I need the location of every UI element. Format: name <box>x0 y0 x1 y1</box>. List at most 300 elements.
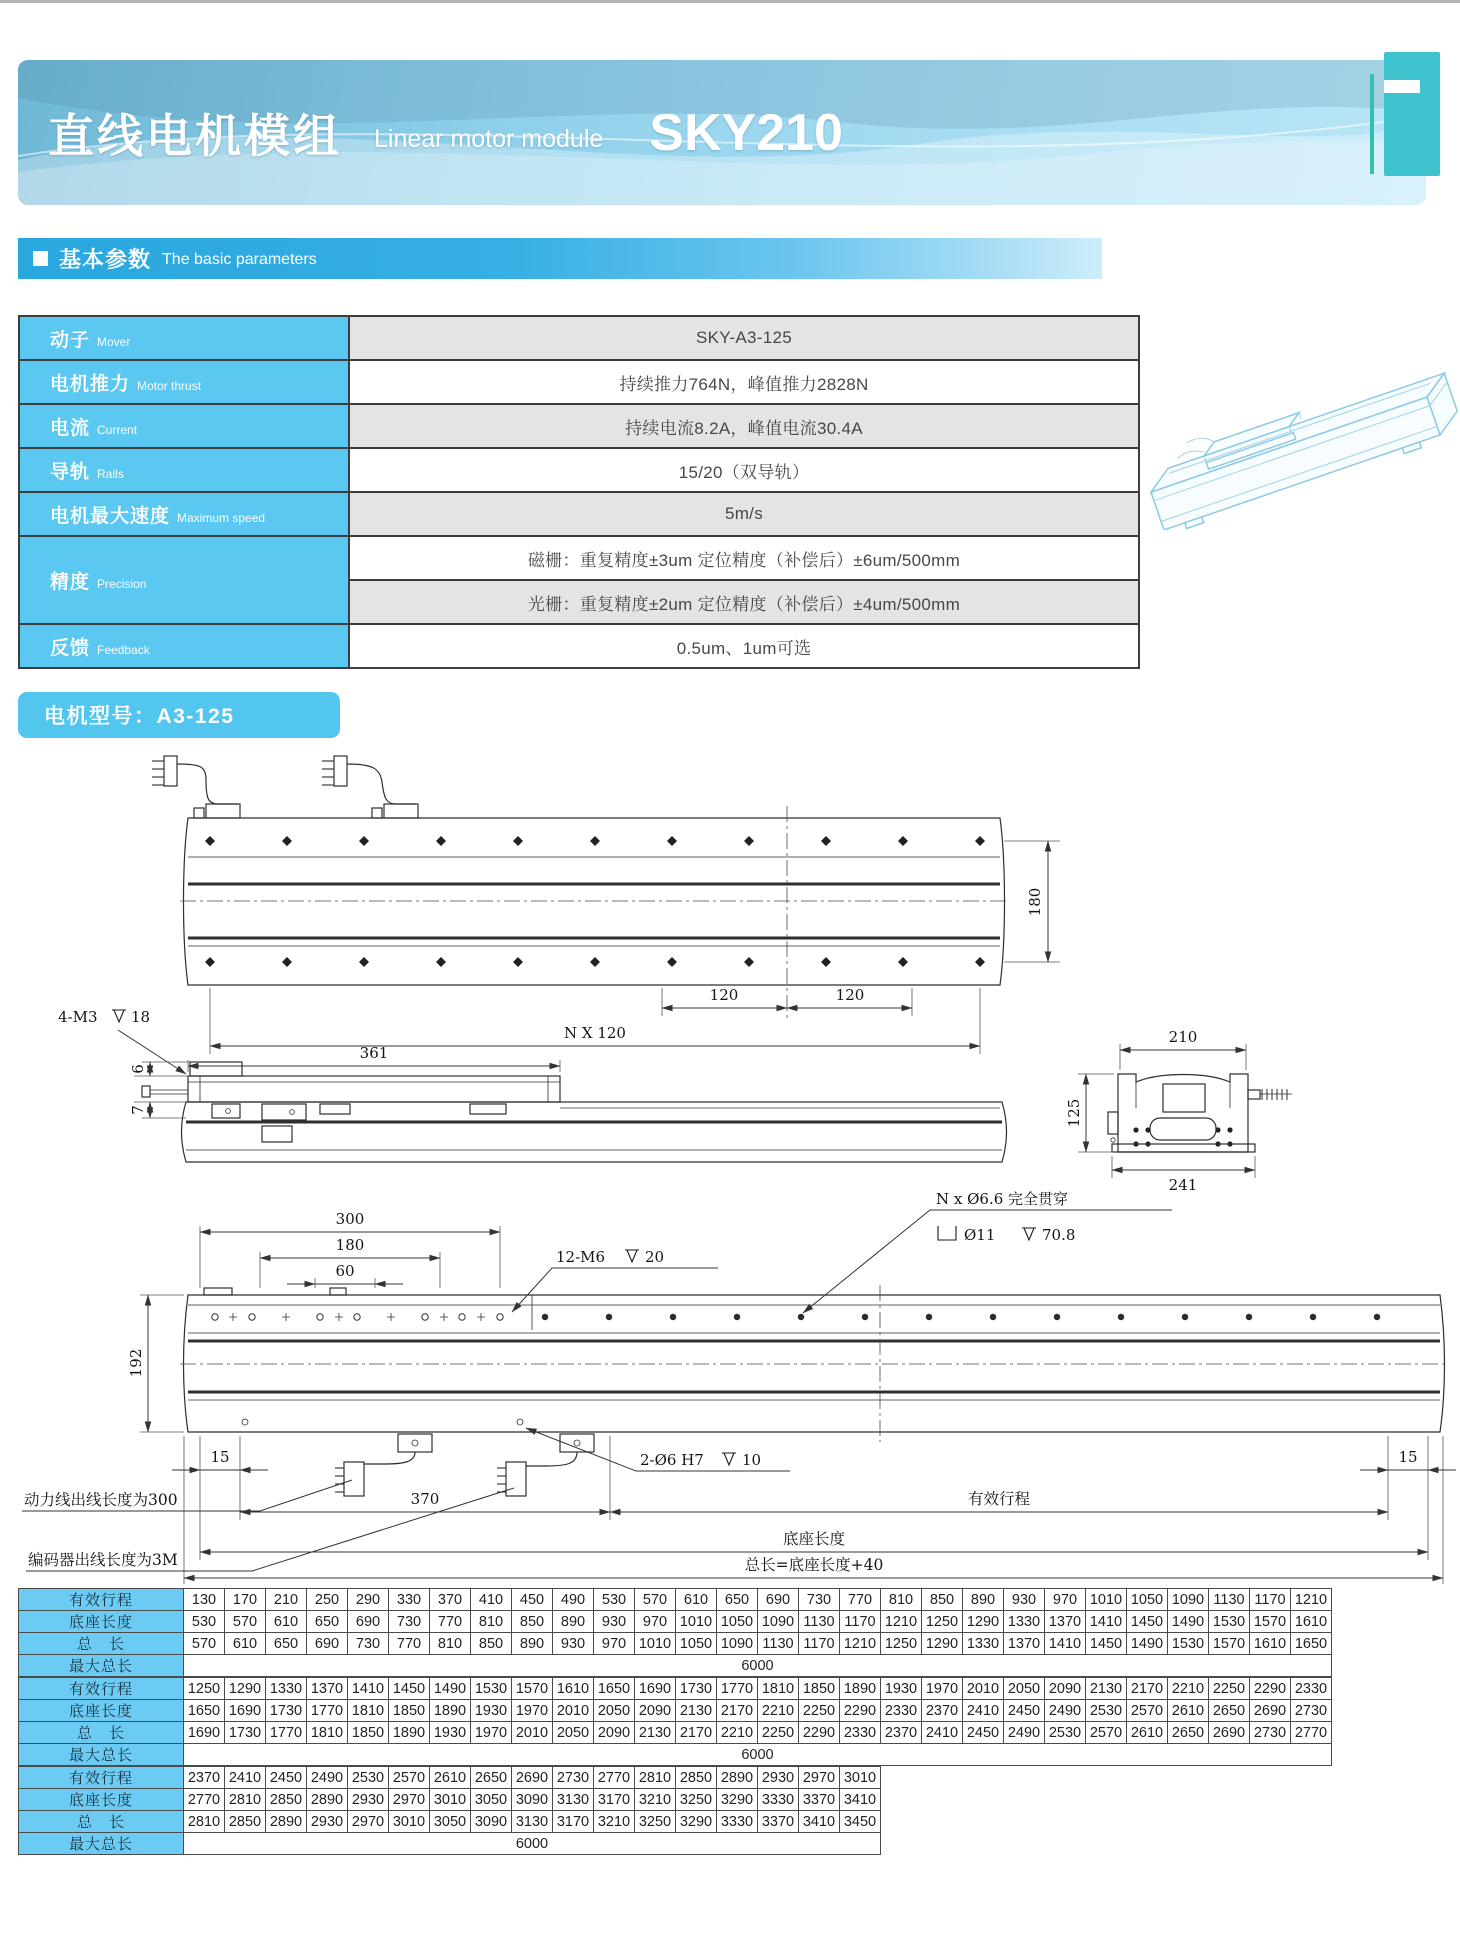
dim-value-cell: 3370 <box>799 1789 840 1811</box>
dim-value-cell: 1090 <box>1168 1589 1209 1611</box>
dim-7-label: 7 <box>129 1105 147 1115</box>
dim-value-cell: 570 <box>635 1589 676 1611</box>
motor-model-label: 电机型号：A3-125 <box>44 705 235 728</box>
dim-value-cell: 2730 <box>553 1767 594 1789</box>
dim-value-cell: 650 <box>307 1611 348 1633</box>
dim-15-left-label: 15 <box>210 1448 230 1466</box>
param-value-precision-optical: 光栅：重复精度±2um 定位精度（补偿后）±4um/500mm <box>349 580 1139 624</box>
param-label-feedback: 反馈 Feedback <box>19 624 349 668</box>
dim-value-cell: 2650 <box>1209 1700 1250 1722</box>
dim-value-cell: 2170 <box>717 1700 758 1722</box>
dim-value-cell: 2970 <box>389 1789 430 1811</box>
dim-value-cell: 1450 <box>1086 1633 1127 1655</box>
dim-value-cell: 2610 <box>1127 1722 1168 1744</box>
dim-value-cell: 1090 <box>758 1611 799 1633</box>
dim-value-cell: 2850 <box>225 1811 266 1833</box>
dim-value-cell: 1730 <box>266 1700 307 1722</box>
dim-value-cell: 2650 <box>471 1767 512 1789</box>
dim-value-cell: 2250 <box>799 1700 840 1722</box>
dim-value-cell: 690 <box>758 1589 799 1611</box>
table-row <box>19 1700 1332 1722</box>
dim-value-cell: 210 <box>266 1589 307 1611</box>
dim-value-cell: 770 <box>430 1611 471 1633</box>
dim-value-cell: 1250 <box>922 1611 963 1633</box>
dim-value-cell: 970 <box>635 1611 676 1633</box>
table-row <box>19 1833 881 1855</box>
dim-value-cell: 1730 <box>225 1722 266 1744</box>
dim-value-cell: 2410 <box>963 1700 1004 1722</box>
dim-value-cell: 3130 <box>553 1789 594 1811</box>
dim-value-cell: 1570 <box>512 1678 553 1700</box>
dim-value-cell: 1210 <box>881 1611 922 1633</box>
dim-value-cell: 650 <box>717 1589 758 1611</box>
dim-value-cell: 2090 <box>635 1700 676 1722</box>
dim-row-label: 总 长 <box>19 1811 184 1833</box>
depth-symbol-icon <box>722 1453 736 1465</box>
dim-value-cell: 890 <box>963 1589 1004 1611</box>
dim-value-cell: 1170 <box>1250 1589 1291 1611</box>
dim-value-cell: 2370 <box>881 1722 922 1744</box>
page-title-en: Linear motor module <box>374 125 604 153</box>
dim-nx120-label: N X 120 <box>564 1024 626 1042</box>
dim-value-cell: 3290 <box>717 1789 758 1811</box>
dim-value-cell: 1290 <box>963 1611 1004 1633</box>
dim-value-cell: 1770 <box>266 1722 307 1744</box>
dim-value-cell: 1850 <box>348 1722 389 1744</box>
dim-value-cell: 2210 <box>758 1700 799 1722</box>
dim-value-cell: 2930 <box>348 1789 389 1811</box>
section-title-zh: 基本参数 <box>59 247 152 272</box>
dim-value-cell: 290 <box>348 1589 389 1611</box>
product-isometric-image <box>1139 356 1460 536</box>
dim-value-cell: 2250 <box>758 1722 799 1744</box>
param-label-rails: 导轨 Rails <box>19 448 349 492</box>
dim-value-cell: 3170 <box>594 1789 635 1811</box>
dim-value-cell: 2130 <box>635 1722 676 1744</box>
dim-value-cell: 2170 <box>676 1722 717 1744</box>
brand-logo-bar <box>1370 74 1374 174</box>
dim-value-cell: 170 <box>225 1589 266 1611</box>
param-value-precision-magnetic: 磁栅：重复精度±3um 定位精度（补偿后）±6um/500mm <box>349 536 1139 580</box>
drawing-top-view <box>152 756 1060 1054</box>
dim-value-cell: 2770 <box>594 1767 635 1789</box>
dim-60-label: 60 <box>335 1262 355 1280</box>
dim-value-cell: 1890 <box>840 1678 881 1700</box>
dim-value-cell: 3450 <box>840 1811 881 1833</box>
dim-value-cell: 1810 <box>307 1722 348 1744</box>
dim-value-cell: 2050 <box>594 1700 635 1722</box>
dim-value-cell: 2650 <box>1168 1722 1209 1744</box>
brand-logo <box>1358 52 1450 178</box>
dim-value-cell: 2290 <box>1250 1678 1291 1700</box>
dim-value-cell: 1730 <box>676 1678 717 1700</box>
dim-value-cell: 650 <box>266 1633 307 1655</box>
dim-value-cell: 1610 <box>1250 1633 1291 1655</box>
dimension-table <box>18 1588 1332 1855</box>
dim-value-cell: 2490 <box>1045 1700 1086 1722</box>
dim-value-cell: 2010 <box>963 1678 1004 1700</box>
dim-value-cell: 1410 <box>1045 1633 1086 1655</box>
dim-value-cell: 1330 <box>963 1633 1004 1655</box>
param-value-max-speed: 5m/s <box>349 492 1139 536</box>
dim-value-cell: 2130 <box>1086 1678 1127 1700</box>
dim-value-cell: 1490 <box>430 1678 471 1700</box>
dim-row-label: 最大总长 <box>19 1833 184 1855</box>
dim-value-cell: 2090 <box>1045 1678 1086 1700</box>
table-row <box>19 1633 1332 1655</box>
dim-value-cell: 970 <box>1045 1589 1086 1611</box>
dim-value-cell: 1330 <box>266 1678 307 1700</box>
note-pin-label: 2-Ø6 H7 <box>640 1451 704 1469</box>
dim-value-cell: 1050 <box>717 1611 758 1633</box>
dim-value-cell: 2410 <box>922 1722 963 1744</box>
page-title-model: SKY210 <box>649 103 843 162</box>
param-value-motor-thrust: 持续推力764N，峰值推力2828N <box>349 360 1139 404</box>
dim-value-cell: 1530 <box>1168 1633 1209 1655</box>
dim-value-cell: 2810 <box>635 1767 676 1789</box>
dim-value-cell: 1490 <box>1127 1633 1168 1655</box>
dim-value-cell: 1530 <box>1209 1611 1250 1633</box>
dim-6-label: 6 <box>129 1064 147 1074</box>
dim-value-cell: 1570 <box>1250 1611 1291 1633</box>
dim-value-cell: 2130 <box>676 1700 717 1722</box>
param-label-current: 电流 Current <box>19 404 349 448</box>
dim-241-label: 241 <box>1168 1176 1198 1194</box>
dim-value-cell: 730 <box>799 1589 840 1611</box>
dim-value-cell: 1010 <box>635 1633 676 1655</box>
dim-value-cell: 770 <box>840 1589 881 1611</box>
dim-row-label: 有效行程 <box>19 1767 184 1789</box>
dim-value-cell: 490 <box>553 1589 594 1611</box>
note-power-cable-label: 动力线出线长度为300 <box>24 1491 178 1509</box>
dim-value-cell: 2450 <box>266 1767 307 1789</box>
dim-value-cell: 850 <box>471 1633 512 1655</box>
dim-value-cell: 370 <box>430 1589 471 1611</box>
dim-value-cell: 3010 <box>430 1789 471 1811</box>
dim-value-cell: 930 <box>594 1611 635 1633</box>
dim-361-label: 361 <box>359 1044 389 1062</box>
dim-value-cell: 2010 <box>553 1700 594 1722</box>
drawing-end-view <box>1065 1028 1292 1194</box>
dim-value-cell: 2610 <box>430 1767 471 1789</box>
param-label-max-speed: 电机最大速度 Maximum speed <box>19 492 349 536</box>
dim-value-cell: 2850 <box>266 1789 307 1811</box>
dim-value-cell: 730 <box>389 1611 430 1633</box>
dim-value-cell: 1370 <box>307 1678 348 1700</box>
dim-value-cell: 690 <box>348 1611 389 1633</box>
brand-logo-slot <box>1384 80 1420 93</box>
dim-value-cell: 3090 <box>512 1789 553 1811</box>
note-cbore-label: Ø11 <box>964 1226 996 1244</box>
dim-value-cell: 3330 <box>758 1789 799 1811</box>
dim-value-cell: 2210 <box>1168 1678 1209 1700</box>
dim-value-cell: 810 <box>881 1589 922 1611</box>
dim-value-cell: 2050 <box>1004 1678 1045 1700</box>
dim-value-cell: 2770 <box>184 1789 225 1811</box>
dim-15-right-label: 15 <box>1398 1448 1418 1466</box>
dim-value-cell: 1130 <box>799 1611 840 1633</box>
dim-stroke-label: 有效行程 <box>967 1490 1031 1508</box>
cable-connectors <box>152 756 418 818</box>
dim-value-cell: 2810 <box>225 1789 266 1811</box>
dim-value-cell: 1570 <box>1209 1633 1250 1655</box>
page-title-zh: 直线电机模组 <box>48 109 342 162</box>
note-encoder-cable-label: 编码器出线长度为3M <box>28 1551 178 1569</box>
dim-row-label: 底座长度 <box>19 1789 184 1811</box>
brand-logo-block <box>1384 52 1440 176</box>
dim-value-cell: 1290 <box>225 1678 266 1700</box>
dim-value-cell: 2410 <box>225 1767 266 1789</box>
dim-value-cell: 1810 <box>348 1700 389 1722</box>
dim-value-cell: 2570 <box>1086 1722 1127 1744</box>
dim-value-cell: 2330 <box>1291 1678 1332 1700</box>
depth-symbol-icon <box>112 1010 126 1022</box>
dim-180-bottom-label: 180 <box>335 1236 365 1254</box>
dim-value-cell: 3410 <box>840 1789 881 1811</box>
dim-value-cell: 2930 <box>758 1767 799 1789</box>
dim-value-cell: 3210 <box>635 1789 676 1811</box>
dim-300-label: 300 <box>335 1210 365 1228</box>
dim-value-cell: 610 <box>676 1589 717 1611</box>
dim-value-cell: 2890 <box>266 1811 307 1833</box>
dim-value-cell: 530 <box>184 1611 225 1633</box>
dim-value-cell: 2970 <box>799 1767 840 1789</box>
table-row <box>19 1811 881 1833</box>
dim-value-cell: 1130 <box>1209 1589 1250 1611</box>
dim-base-length-label: 底座长度 <box>782 1530 846 1548</box>
dim-value-cell: 2690 <box>1250 1700 1291 1722</box>
dim-value-cell: 2570 <box>1127 1700 1168 1722</box>
dim-120-left-label: 120 <box>709 986 739 1004</box>
dim-value-cell: 1850 <box>389 1700 430 1722</box>
dim-value-cell: 1410 <box>348 1678 389 1700</box>
depth-symbol-icon <box>625 1250 639 1262</box>
dim-value-cell: 2450 <box>963 1722 1004 1744</box>
dim-value-cell: 2370 <box>922 1700 963 1722</box>
dim-total-length-label: 总长=底座长度+40 <box>744 1556 884 1574</box>
dim-value-cell: 1450 <box>1127 1611 1168 1633</box>
dim-value-cell: 2490 <box>1004 1722 1045 1744</box>
dim-192-label: 192 <box>127 1348 145 1378</box>
note-4m3-label: 4-M3 <box>58 1008 98 1026</box>
note-12m6-depth-label: 20 <box>645 1248 665 1266</box>
dim-value-cell: 2890 <box>717 1767 758 1789</box>
dim-value-cell: 1050 <box>676 1633 717 1655</box>
depth-symbol-icon <box>1022 1228 1036 1240</box>
param-value-mover: SKY-A3-125 <box>349 316 1139 360</box>
param-label-mover: 动子 Mover <box>19 316 349 360</box>
param-value-rails: 15/20（双导轨） <box>349 448 1139 492</box>
dim-value-cell: 890 <box>512 1633 553 1655</box>
table-row <box>19 1789 881 1811</box>
dim-value-cell: 2970 <box>348 1811 389 1833</box>
dim-value-cell: 2250 <box>1209 1678 1250 1700</box>
dim-row-label: 总 长 <box>19 1722 184 1744</box>
dim-125-label: 125 <box>1065 1098 1083 1128</box>
dim-value-cell: 1170 <box>840 1611 881 1633</box>
dim-value-cell: 570 <box>184 1633 225 1655</box>
dim-value-cell: 610 <box>266 1611 307 1633</box>
dim-value-cell: 810 <box>471 1611 512 1633</box>
dim-value-cell: 2290 <box>840 1700 881 1722</box>
dim-value-cell: 1930 <box>881 1678 922 1700</box>
dim-value-cell: 930 <box>1004 1589 1045 1611</box>
dim-value-cell: 3330 <box>717 1811 758 1833</box>
drawing-side-view <box>58 1008 1007 1162</box>
dim-value-cell: 2930 <box>307 1811 348 1833</box>
table-row <box>19 1678 1332 1700</box>
dim-max-total-cell: 6000 <box>184 1833 881 1855</box>
dim-value-cell: 250 <box>307 1589 348 1611</box>
table-row <box>19 1767 881 1789</box>
dim-value-cell: 850 <box>512 1611 553 1633</box>
dim-value-cell: 2530 <box>348 1767 389 1789</box>
dim-value-cell: 770 <box>389 1633 430 1655</box>
dim-row-label: 底座长度 <box>19 1611 184 1633</box>
dim-value-cell: 1250 <box>184 1678 225 1700</box>
dim-value-cell: 2530 <box>1086 1700 1127 1722</box>
dim-value-cell: 1330 <box>1004 1611 1045 1633</box>
counterbore-symbol-icon <box>938 1226 956 1240</box>
dim-value-cell: 1810 <box>758 1678 799 1700</box>
dim-value-cell: 410 <box>471 1589 512 1611</box>
dim-value-cell: 2570 <box>389 1767 430 1789</box>
dim-row-label: 底座长度 <box>19 1700 184 1722</box>
dim-value-cell: 1610 <box>1291 1611 1332 1633</box>
table-row <box>19 1744 1332 1766</box>
dim-value-cell: 1970 <box>471 1722 512 1744</box>
param-value-current: 持续电流8.2A，峰值电流30.4A <box>349 404 1139 448</box>
dim-value-cell: 2810 <box>184 1811 225 1833</box>
dim-value-cell: 2050 <box>553 1722 594 1744</box>
dim-value-cell: 1450 <box>389 1678 430 1700</box>
param-value-feedback: 0.5um、1um可选 <box>349 624 1139 668</box>
dim-row-label: 有效行程 <box>19 1678 184 1700</box>
dim-value-cell: 3050 <box>430 1811 471 1833</box>
dim-value-cell: 3290 <box>676 1811 717 1833</box>
dim-row-label: 最大总长 <box>19 1655 184 1677</box>
note-12m6-label: 12-M6 <box>556 1248 606 1266</box>
dim-120-right-label: 120 <box>835 986 865 1004</box>
dim-value-cell: 570 <box>225 1611 266 1633</box>
dim-value-cell: 3010 <box>840 1767 881 1789</box>
note-cbore-depth-label: 70.8 <box>1042 1226 1076 1244</box>
dim-value-cell: 1170 <box>799 1633 840 1655</box>
dim-value-cell: 1610 <box>553 1678 594 1700</box>
dim-value-cell: 3370 <box>758 1811 799 1833</box>
dim-value-cell: 2330 <box>881 1700 922 1722</box>
dimension-table-block-2 <box>18 1677 1332 1766</box>
dim-value-cell: 3130 <box>512 1811 553 1833</box>
dim-value-cell: 1890 <box>430 1700 471 1722</box>
dim-value-cell: 1770 <box>717 1678 758 1700</box>
dim-value-cell: 690 <box>307 1633 348 1655</box>
dim-value-cell: 3090 <box>471 1811 512 1833</box>
dim-value-cell: 1650 <box>594 1678 635 1700</box>
dim-value-cell: 1690 <box>184 1722 225 1744</box>
dim-row-label: 总 长 <box>19 1633 184 1655</box>
dim-value-cell: 2170 <box>1127 1678 1168 1700</box>
drawing-bottom-view <box>22 1190 1456 1584</box>
dim-value-cell: 810 <box>430 1633 471 1655</box>
table-row <box>19 1722 1332 1744</box>
dim-value-cell: 2450 <box>1004 1700 1045 1722</box>
dim-value-cell: 1970 <box>512 1700 553 1722</box>
dim-value-cell: 1690 <box>225 1700 266 1722</box>
dim-value-cell: 2730 <box>1291 1700 1332 1722</box>
dim-max-total-cell: 6000 <box>184 1744 1332 1766</box>
dim-value-cell: 3210 <box>594 1811 635 1833</box>
dim-value-cell: 1410 <box>1086 1611 1127 1633</box>
dim-value-cell: 3050 <box>471 1789 512 1811</box>
dim-value-cell: 1250 <box>881 1633 922 1655</box>
dim-value-cell: 2490 <box>307 1767 348 1789</box>
dim-value-cell: 1010 <box>1086 1589 1127 1611</box>
dim-value-cell: 2850 <box>676 1767 717 1789</box>
dim-value-cell: 970 <box>594 1633 635 1655</box>
dim-value-cell: 2330 <box>840 1722 881 1744</box>
dim-value-cell: 330 <box>389 1589 430 1611</box>
param-label-precision: 精度 Precision <box>19 536 349 624</box>
dim-value-cell: 2530 <box>1045 1722 1086 1744</box>
dim-value-cell: 2690 <box>1209 1722 1250 1744</box>
dim-value-cell: 1930 <box>471 1700 512 1722</box>
dim-value-cell: 730 <box>348 1633 389 1655</box>
dimension-table-block-3 <box>18 1766 881 1855</box>
dim-value-cell: 2210 <box>717 1722 758 1744</box>
dim-value-cell: 450 <box>512 1589 553 1611</box>
dim-value-cell: 3250 <box>635 1811 676 1833</box>
dim-value-cell: 3010 <box>389 1811 430 1833</box>
note-pin-depth-label: 10 <box>742 1451 762 1469</box>
dim-value-cell: 1530 <box>471 1678 512 1700</box>
dim-180-label: 180 <box>1026 887 1044 917</box>
dim-value-cell: 2890 <box>307 1789 348 1811</box>
param-label-motor-thrust: 电机推力 Motor thrust <box>19 360 349 404</box>
dim-value-cell: 2730 <box>1250 1722 1291 1744</box>
dim-value-cell: 1930 <box>430 1722 471 1744</box>
table-row <box>19 1655 1332 1677</box>
dim-value-cell: 130 <box>184 1589 225 1611</box>
dim-value-cell: 2610 <box>1168 1700 1209 1722</box>
dim-value-cell: 1130 <box>758 1633 799 1655</box>
dim-value-cell: 2090 <box>594 1722 635 1744</box>
dim-value-cell: 1890 <box>389 1722 430 1744</box>
dim-value-cell: 1210 <box>840 1633 881 1655</box>
dim-value-cell: 930 <box>553 1633 594 1655</box>
dim-value-cell: 2370 <box>184 1767 225 1789</box>
dim-value-cell: 3250 <box>676 1789 717 1811</box>
dim-value-cell: 610 <box>225 1633 266 1655</box>
dim-value-cell: 1770 <box>307 1700 348 1722</box>
cable-connectors-bottom <box>335 1434 594 1496</box>
note-4m3-depth-label: 18 <box>131 1008 151 1026</box>
dim-value-cell: 3170 <box>553 1811 594 1833</box>
dim-value-cell: 1290 <box>922 1633 963 1655</box>
dim-value-cell: 1370 <box>1045 1611 1086 1633</box>
dim-value-cell: 1370 <box>1004 1633 1045 1655</box>
dim-value-cell: 1210 <box>1291 1589 1332 1611</box>
table-row <box>19 1611 1332 1633</box>
dim-value-cell: 1650 <box>184 1700 225 1722</box>
dim-value-cell: 1970 <box>922 1678 963 1700</box>
dimension-table-block-1 <box>18 1588 1332 1677</box>
dim-value-cell: 1090 <box>717 1633 758 1655</box>
dim-value-cell: 3410 <box>799 1811 840 1833</box>
dim-value-cell: 1850 <box>799 1678 840 1700</box>
section-title-en: The basic parameters <box>162 250 317 268</box>
dim-value-cell: 2690 <box>512 1767 553 1789</box>
